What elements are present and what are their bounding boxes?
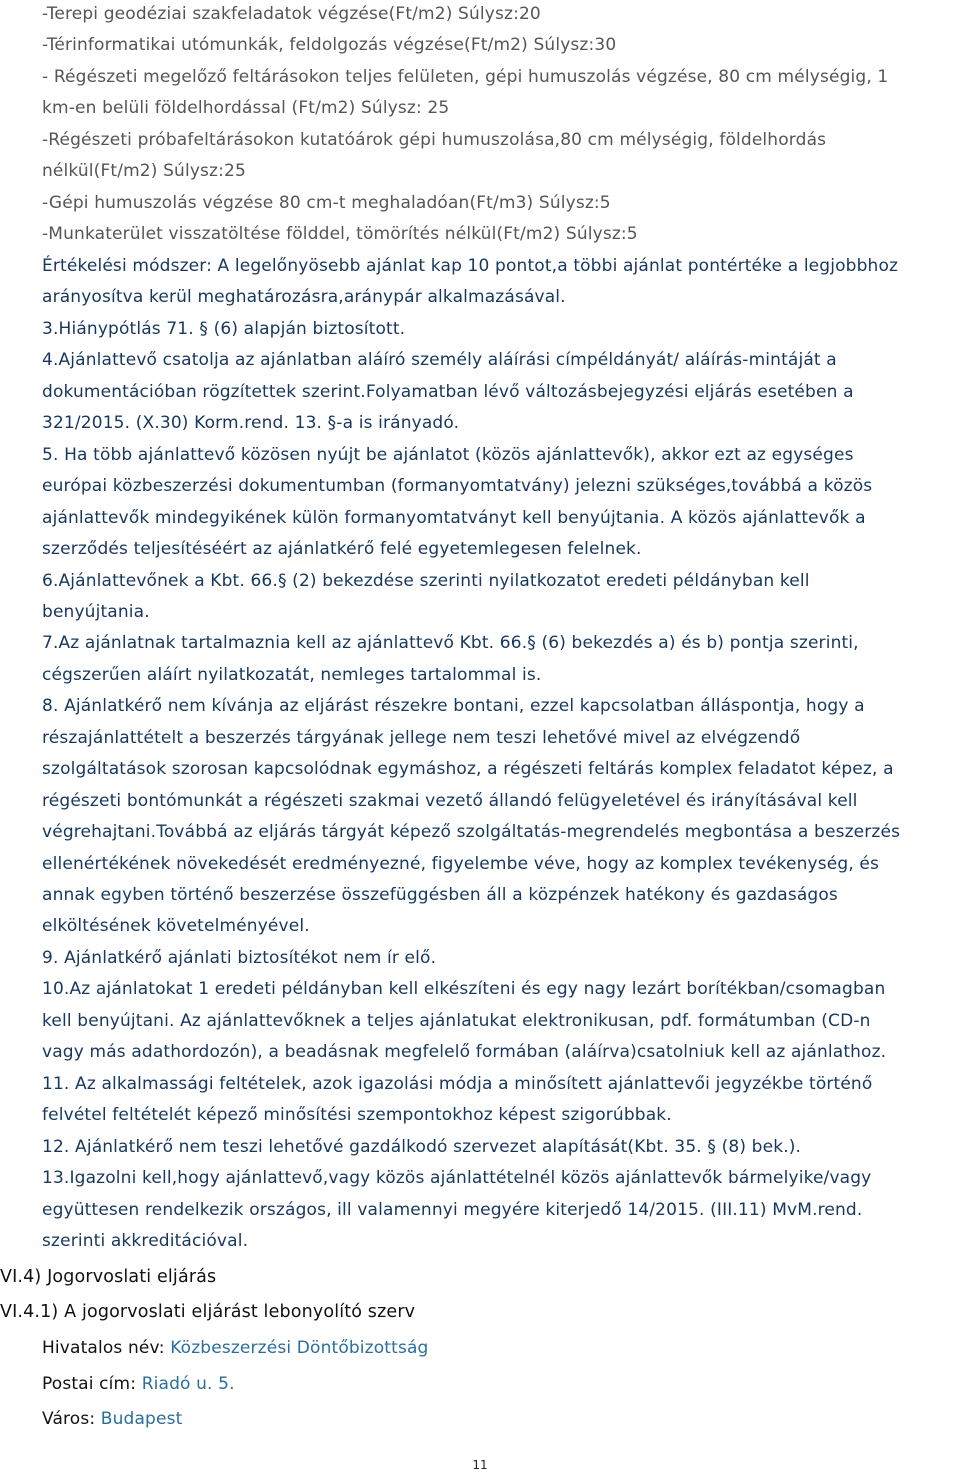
- text-line: 9. Ajánlatkérő ajánlati biztosítékot nem ír elő.: [42, 948, 437, 968]
- text-line: szerinti akkreditációval.: [42, 1231, 249, 1251]
- text-line: Értékelési módszer: A legelőnyösebb ajánlat kap 10 pontot,a többi ajánlat pontértéke a legjobbhoz: [42, 256, 899, 276]
- criteria-line: - Régészeti megelőző feltárásokon teljes felületen, gépi humuszolás végzése, 80 cm mélységig, 1: [42, 67, 889, 87]
- text-line: 321/2015. (X.30) Korm.rend. 13. §-a is irányadó.: [42, 413, 460, 433]
- city-value: Budapest: [100, 1409, 183, 1429]
- text-line: arányosítva kerül meghatározásra,aránypár alkalmazásával.: [42, 287, 566, 307]
- official-name-label: Hivatalos név:: [42, 1338, 165, 1358]
- city-label: Város:: [42, 1409, 96, 1429]
- text-line: végrehajtani.Továbbá az eljárás tárgyát képező szolgáltatás-megrendelés megbontása a beszerzés: [42, 822, 901, 842]
- text-line: 3.Hiánypótlás 71. § (6) alapján biztosított.: [42, 319, 406, 339]
- text-line: benyújtania.: [42, 602, 150, 622]
- text-line: részajánlattételt a beszerzés tárgyának jellege nem teszi lehetővé mivel az elvégzendő: [42, 728, 801, 748]
- city-row: [42, 1408, 182, 1430]
- text-line: 4.Ajánlattevő csatolja az ajánlatban aláíró személy aláírási címpéldányát/ aláírás-mintáját a: [42, 350, 837, 370]
- text-line: szerződés teljesítéséért az ajánlatkérő felé egyetemlegesen felelnek.: [42, 539, 642, 559]
- criteria-line: -Terepi geodéziai szakfeladatok végzése(Ft/m2) Súlysz:20: [42, 4, 541, 24]
- text-line: elköltésének követelményével.: [42, 916, 310, 936]
- text-line: dokumentációban rögzítettek szerint.Folyamatban lévő változásbejegyzési eljárás esetében a: [42, 382, 854, 402]
- text-line: 5. Ha több ajánlattevő közösen nyújt be ajánlatot (közös ajánlattevők), akkor ezt az egységes: [42, 445, 854, 465]
- criteria-line: km-en belüli földelhordással (Ft/m2) Súlysz: 25: [42, 98, 450, 118]
- postal-address-value: Riadó u. 5.: [141, 1374, 235, 1394]
- text-line: 6.Ajánlattevőnek a Kbt. 66.§ (2) bekezdése szerinti nyilatkozatot eredeti példányban kell: [42, 571, 810, 591]
- text-line: vagy más adathordozón), a beadásnak megfelelő formában (aláírva)csatolniuk kell az ajánlathoz.: [42, 1042, 887, 1062]
- text-line: együttesen rendelkezik országos, ill valamennyi megyére kiterjedő 14/2015. (III.11) MvM.rend.: [42, 1200, 863, 1220]
- text-line: 8. Ajánlatkérő nem kívánja az eljárást részekre bontani, ezzel kapcsolatban álláspontja, hogy a: [42, 696, 865, 716]
- text-line: ellenértékének növekedését eredményezné, figyelembe véve, hogy az komplex tevékenység, és: [42, 854, 880, 874]
- section-heading: VI.4) Jogorvoslati eljárás: [0, 1267, 217, 1287]
- text-line: 7.Az ajánlatnak tartalmaznia kell az ajánlattevő Kbt. 66.§ (6) bekezdés a) és b) pontja szerinti,: [42, 633, 859, 653]
- criteria-line: nélkül(Ft/m2) Súlysz:25: [42, 161, 246, 181]
- text-line: 10.Az ajánlatokat 1 eredeti példányban kell elkészíteni és egy nagy lezárt borítékban/csomagban: [42, 979, 886, 999]
- postal-address-row: [42, 1373, 235, 1395]
- text-line: szolgáltatások szorosan kapcsolódnak egymáshoz, a régészeti feltárás komplex feladatot képez, a: [42, 759, 894, 779]
- text-line: ajánlattevők mindegyikének külön formanyomtatványt kell benyújtania. A közös ajánlattevők a: [42, 508, 866, 528]
- text-line: kell benyújtani. Az ajánlattevőknek a teljes ajánlatukat elektronikusan, pdf. formátumban (CD-n: [42, 1011, 871, 1031]
- criteria-line: -Gépi humuszolás végzése 80 cm-t meghaladóan(Ft/m3) Súlysz:5: [42, 193, 611, 213]
- subsection-heading: VI.4.1) A jogorvoslati eljárást lebonyolító szerv: [0, 1302, 416, 1322]
- criteria-line: -Munkaterület visszatöltése földdel, tömörítés nélkül(Ft/m2) Súlysz:5: [42, 224, 638, 244]
- criteria-line: -Térinformatikai utómunkák, feldolgozás végzése(Ft/m2) Súlysz:30: [42, 35, 617, 55]
- official-name-value: Közbeszerzési Döntőbizottság: [170, 1338, 429, 1358]
- text-line: 11. Az alkalmassági feltételek, azok igazolási módja a minősített ajánlattevői jegyzékbe történő: [42, 1074, 873, 1094]
- text-line: 12. Ajánlatkérő nem teszi lehetővé gazdálkodó szervezet alapítását(Kbt. 35. § (8) bek.).: [42, 1137, 802, 1157]
- text-line: felvétel feltételét képező minősítési szempontokhoz képest szigorúbbak.: [42, 1105, 672, 1125]
- official-name-row: [42, 1337, 428, 1359]
- postal-address-label: Postai cím:: [42, 1374, 137, 1394]
- text-line: 13.Igazolni kell,hogy ajánlattevő,vagy közös ajánlattételnél közös ajánlattevők bármelyike/vagy: [42, 1168, 872, 1188]
- text-line: annak egyben történő beszerzése összefüggésben áll a közpénzek hatékony és gazdaságos: [42, 885, 838, 905]
- criteria-line: -Régészeti próbafeltárásokon kutatóárok gépi humuszolása,80 cm mélységig, földelhordás: [42, 130, 827, 150]
- text-line: európai közbeszerzési dokumentumban (formanyomtatvány) jelezni szükséges,továbbá a közös: [42, 476, 873, 496]
- text-line: régészeti bontómunkát a régészeti szakmai vezető állandó felügyeletével és irányításával kell: [42, 791, 858, 811]
- text-line: cégszerűen aláírt nyilatkozatát, nemleges tartalommal is.: [42, 665, 542, 685]
- page-number: 11: [472, 1458, 488, 1472]
